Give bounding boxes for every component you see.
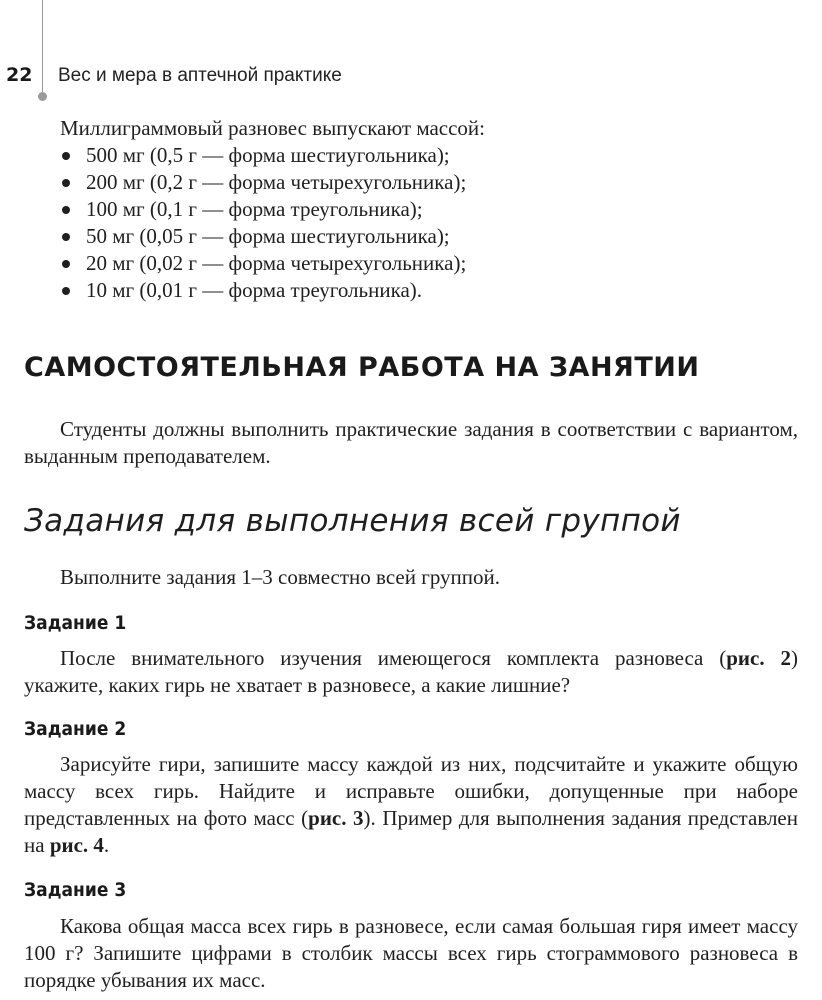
task-3-title: Задание 3 [24, 879, 127, 901]
bullet-icon [62, 260, 70, 268]
task-2-figure-ref: рис. 3 [308, 806, 364, 830]
weights-list [60, 142, 466, 304]
task-2-text [24, 751, 798, 859]
group-paragraph: Выполните задания 1–3 совместно всей группой. [60, 565, 501, 589]
running-title: Вес и мера в аптечной практике [58, 65, 342, 86]
list-item [60, 250, 466, 277]
task-2-text-part: ). Пример для выполнения задания представлен на [24, 806, 798, 857]
list-item-text: 20 мг (0,02 г — форма четырехугольника); [86, 251, 467, 275]
section-heading: САМОСТОЯТЕЛЬНАЯ РАБОТА НА ЗАНЯТИИ [24, 352, 700, 383]
section-paragraph: Студенты должны выполнить практические задания в соответствии с вариантом, выданным преподавателем. [24, 417, 798, 468]
task-3-text: Какова общая масса всех гирь в разновесе, если самая большая гиря имеет массу 100 г? Запишите цифрами в столбик массы всех гирь стограммового разновеса в порядке убывания их масс. [24, 914, 798, 992]
header-rule-dot [38, 92, 47, 101]
task-1-text-part: После внимательного изучения имеющегося комплекта разновеса ( [60, 646, 727, 670]
header-vertical-rule [42, 0, 43, 92]
page-number: 22 [6, 64, 33, 86]
list-item [60, 223, 466, 250]
bullet-icon [62, 152, 70, 160]
task-2-title: Задание 2 [24, 718, 127, 740]
task-1-figure-ref: рис. 2 [726, 646, 791, 670]
list-item-text: 500 мг (0,5 г — форма шестиугольника); [86, 143, 450, 167]
task-1-text [24, 645, 798, 699]
bullet-icon [62, 287, 70, 295]
list-item-text: 10 мг (0,01 г — форма треугольника). [86, 278, 423, 302]
task-2-text-part: . [103, 833, 110, 857]
list-item-text: 100 мг (0,1 г — форма треугольника); [86, 197, 423, 221]
list-item [60, 142, 466, 169]
group-heading: Задания для выполнения всей группой [24, 503, 681, 539]
task-1-title: Задание 1 [24, 612, 127, 634]
bullet-icon [62, 179, 70, 187]
list-item [60, 196, 466, 223]
bullet-icon [62, 233, 70, 241]
list-item-text: 50 мг (0,05 г — форма шестиугольника); [86, 224, 450, 248]
task-1-text-part: ) укажите, каких гирь не хватает в разновесе, а какие лишние? [24, 646, 798, 697]
list-item [60, 169, 466, 196]
list-item [60, 277, 466, 304]
bullet-icon [62, 206, 70, 214]
task-2-figure-ref: рис. 4 [49, 833, 104, 857]
list-item-text: 200 мг (0,2 г — форма четырехугольника); [86, 170, 467, 194]
intro-text: Миллиграммовый разновес выпускают массой: [60, 116, 486, 140]
task-2-text-part: Зарисуйте гири, запишите массу каждой из них, подсчитайте и укажите общую массу всех гирь. Найдите и исправьте ошибки, допущенные при наборе представленных на фото масс ( [24, 752, 798, 830]
